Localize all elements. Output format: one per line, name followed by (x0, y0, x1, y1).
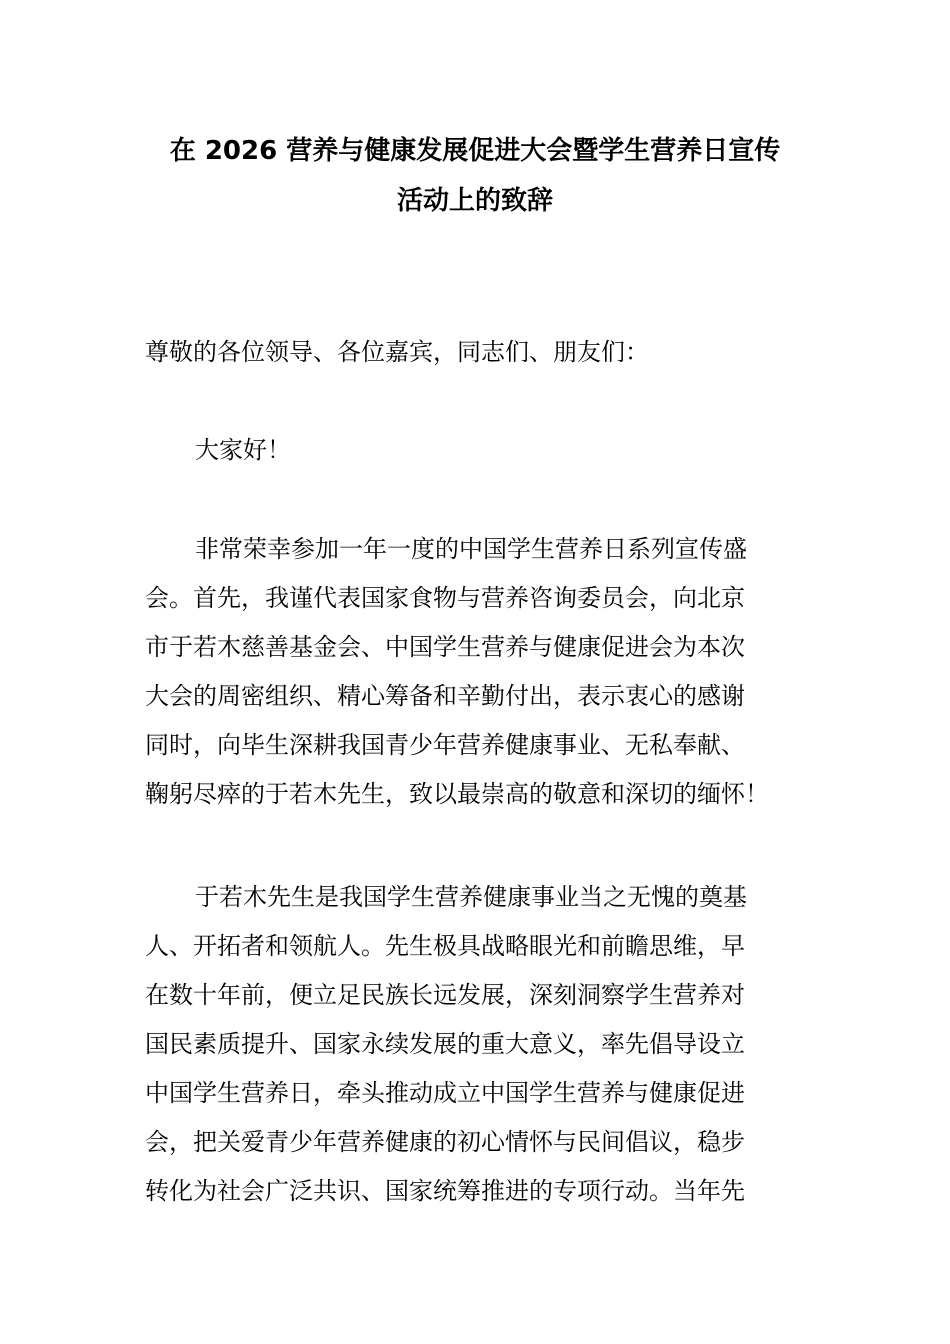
paragraph-1-line: 鞠躬尽瘁的于若木先生，致以最崇高的敬意和深切的缅怀！ (145, 780, 769, 808)
paragraph-1-line: 同时，向毕生深耕我国青少年营养健康事业、无私奉献、 (145, 731, 745, 759)
document-title-line-1: 在 2026 营养与健康发展促进大会暨学生营养日宣传 (169, 136, 781, 166)
paragraph-1-line: 大会的周密组织、精心筹备和辛勤付出，表示衷心的感谢 (145, 682, 745, 710)
paragraph-1-line: 会。首先，我谨代表国家食物与营养咨询委员会，向北京 (145, 584, 745, 612)
paragraph-2-line: 人、开拓者和领航人。先生极具战略眼光和前瞻思维，早 (145, 932, 745, 960)
paragraph-2-line: 于若木先生是我国学生营养健康事业当之无愧的奠基 (195, 883, 747, 911)
paragraph-2-line: 国民素质提升、国家永续发展的重大意义，率先倡导设立 (145, 1030, 745, 1058)
salutation: 尊敬的各位领导、各位嘉宾，同志们、朋友们： (145, 338, 649, 366)
greeting-paragraph (145, 426, 825, 475)
body-paragraph-1 (145, 525, 825, 819)
paragraph-1-line: 非常荣幸参加一年一度的中国学生营养日系列宣传盛 (195, 535, 747, 563)
paragraph-2-line: 中国学生营养日，牵头推动成立中国学生营养与健康促进 (145, 1079, 745, 1107)
paragraph-2-line: 在数十年前，便立足民族长远发展，深刻洞察学生营养对 (145, 981, 745, 1009)
body-paragraph-2 (145, 873, 825, 1216)
document-title-line-2: 活动上的致辞 (396, 186, 553, 216)
paragraph-2-line: 转化为社会广泛共识、国家统筹推进的专项行动。当年先 (145, 1177, 745, 1205)
greeting-line: 大家好！ (195, 436, 291, 464)
paragraph-1-line: 市于若木慈善基金会、中国学生营养与健康促进会为本次 (145, 633, 745, 661)
paragraph-2-line: 会，把关爱青少年营养健康的初心情怀与民间倡议，稳步 (145, 1128, 745, 1156)
